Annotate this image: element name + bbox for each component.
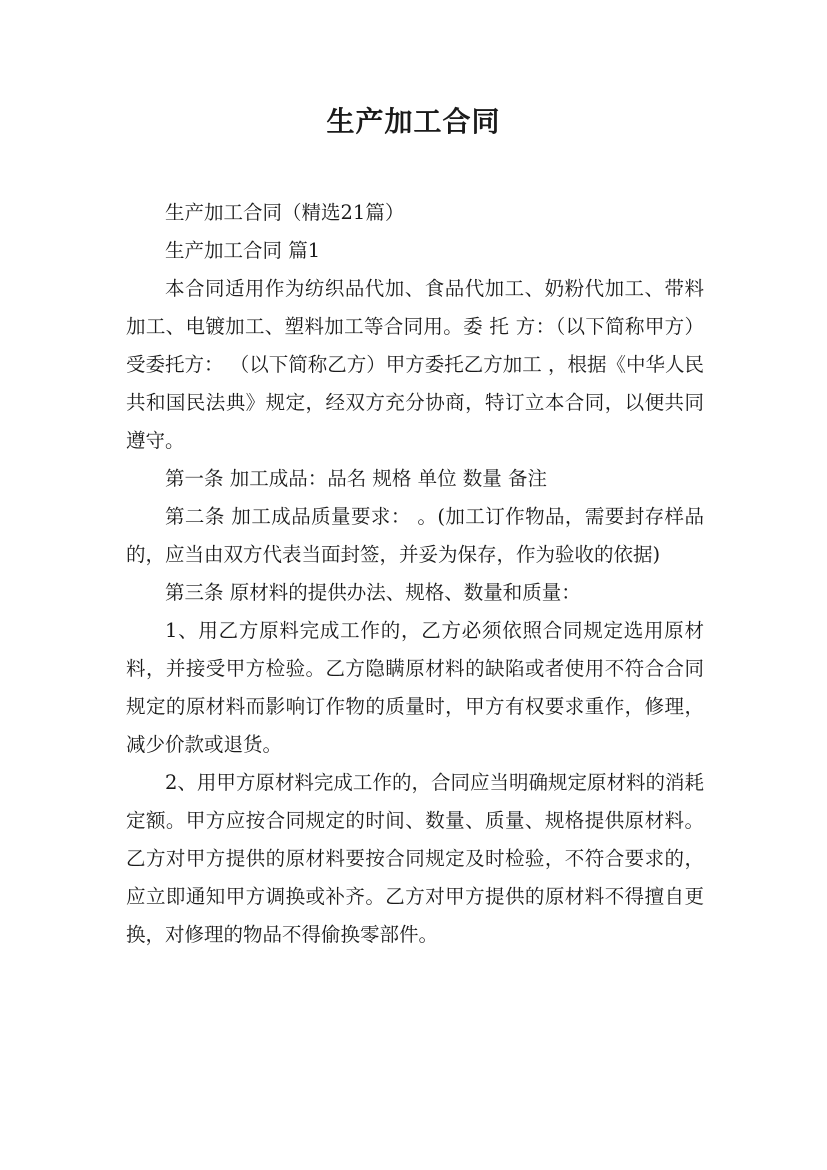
paragraph-section-heading: 生产加工合同 篇1 [165,239,321,262]
paragraph-clause-2: 2、用甲方原材料完成工作的，合同应当明确规定原材料的消耗定额。甲方应按合同规定的时间、数量、质量、规格提供原材料。乙方对甲方提供的原材料要按合同规定及时检验，不符合要求的，应立即通知甲方调换或补齐。乙方对甲方提供的原材料不得擅自更换，对修理的物品不得偷换零部件。 [126,771,704,946]
paragraph-article-3: 第三条 原材料的提供办法、规格、数量和质量： [165,581,581,604]
paragraph-clause-1: 1、用乙方原料完成工作的，乙方必须依照合同规定选用原材料，并接受甲方检验。乙方隐瞒原材料的缺陷或者使用不符合合同规定的原材料而影响订作物的质量时，甲方有权要求重作，修理，减少价款或退货。 [126,619,704,756]
document-title: 生产加工合同 [326,105,501,138]
paragraph-subtitle: 生产加工合同（精选21篇） [165,201,405,224]
paragraph-article-1: 第一条 加工成品：品名 规格 单位 数量 备注 [165,467,547,490]
document-body [126,194,704,954]
paragraph-intro: 本合同适用作为纺织品代加、食品代加工、奶粉代加工、带料加工、电镀加工、塑料加工等合同用。委 托 方：（以下简称甲方）受委托方： （以下简称乙方）甲方委托乙方加工 ，根据《中华人民共和国民法典》规定，经双方充分协商，特订立本合同，以便共同遵守。 [126,277,704,452]
paragraph-article-2: 第二条 加工成品质量要求： 。(加工订作物品，需要封存样品的，应当由双方代表当面封签，并妥为保存，作为验收的依据) [126,505,704,566]
